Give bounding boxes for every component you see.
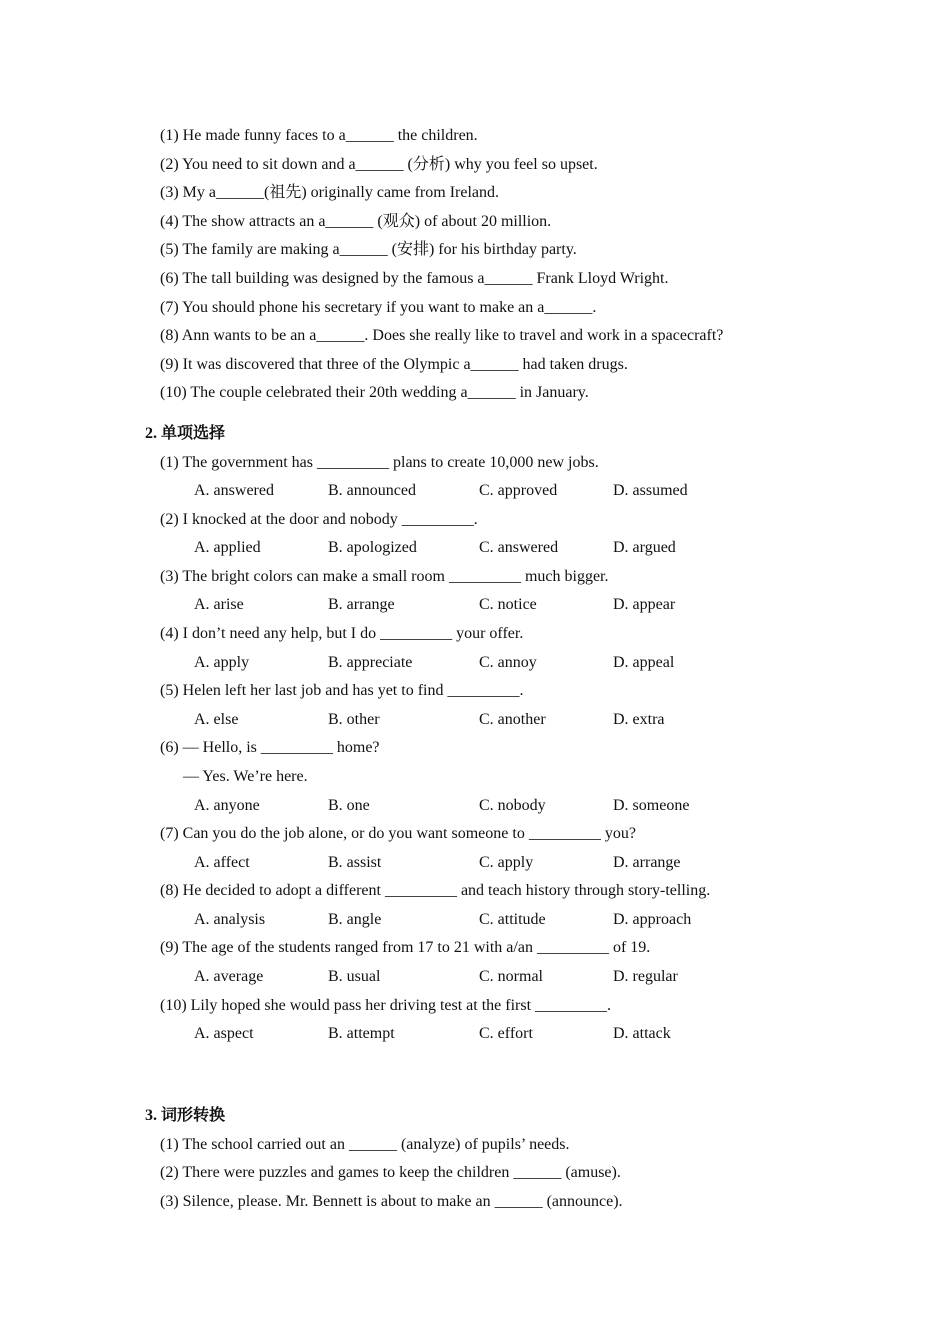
- question-reply: — Yes. We’re here.: [183, 768, 308, 785]
- question-stem: (5) Helen left her last job and has yet to find _________.: [160, 682, 524, 699]
- option-d: D. arrange: [613, 854, 681, 871]
- s1-item: (2) You need to sit down and a______ (分析) why you feel so upset.: [160, 156, 598, 173]
- option-b: B. one: [328, 797, 370, 814]
- s1-item: (8) Ann wants to be an a______. Does she really like to travel and work in a spacecraft?: [160, 327, 724, 344]
- question-stem: (4) I don’t need any help, but I do _________ your offer.: [160, 625, 524, 642]
- s3-item: (1) The school carried out an ______ (analyze) of pupils’ needs.: [160, 1136, 570, 1153]
- question-stem: (7) Can you do the job alone, or do you want someone to _________ you?: [160, 825, 636, 842]
- option-c: C. apply: [479, 854, 534, 871]
- option-c: C. annoy: [479, 654, 537, 671]
- option-a: A. arise: [194, 596, 244, 613]
- question-stem: (6) — Hello, is _________ home?: [160, 739, 380, 756]
- option-d: D. argued: [613, 539, 676, 556]
- option-b: B. angle: [328, 911, 382, 928]
- s1-item: (5) The family are making a______ (安排) for his birthday party.: [160, 241, 577, 258]
- s1-item: (10) The couple celebrated their 20th wedding a______ in January.: [160, 384, 589, 401]
- question-stem: (10) Lily hoped she would pass her driving test at the first _________.: [160, 997, 612, 1014]
- question-stem: (1) The government has _________ plans to create 10,000 new jobs.: [160, 454, 599, 471]
- question-stem: (9) The age of the students ranged from 17 to 21 with a/an _________ of 19.: [160, 939, 651, 956]
- section-3-title: 3. 词形转换: [145, 1107, 226, 1124]
- option-c: C. approved: [479, 482, 558, 499]
- s1-item: (1) He made funny faces to a______ the children.: [160, 127, 478, 144]
- option-c: C. nobody: [479, 797, 546, 814]
- option-b: B. attempt: [328, 1025, 395, 1042]
- option-d: D. regular: [613, 968, 678, 985]
- option-d: D. attack: [613, 1025, 671, 1042]
- option-b: B. usual: [328, 968, 381, 985]
- section-2-title: 2. 单项选择: [145, 425, 226, 442]
- question-stem: (2) I knocked at the door and nobody _________.: [160, 511, 478, 528]
- option-d: D. approach: [613, 911, 692, 928]
- s1-item: (3) My a______(祖先) originally came from Ireland.: [160, 184, 500, 201]
- s1-item: (7) You should phone his secretary if you want to make an a______.: [160, 299, 597, 316]
- question-stem: (8) He decided to adopt a different _________ and teach history through story-telling.: [160, 882, 711, 899]
- option-b: B. arrange: [328, 596, 395, 613]
- s1-item: (6) The tall building was designed by the famous a______ Frank Lloyd Wright.: [160, 270, 669, 287]
- option-a: A. apply: [194, 654, 250, 671]
- option-d: D. appeal: [613, 654, 675, 671]
- option-a: A. anyone: [194, 797, 260, 814]
- option-b: B. apologized: [328, 539, 417, 556]
- option-b: B. assist: [328, 854, 382, 871]
- option-a: A. answered: [194, 482, 274, 499]
- option-c: C. attitude: [479, 911, 546, 928]
- option-c: C. notice: [479, 596, 537, 613]
- s1-item: (9) It was discovered that three of the Olympic a______ had taken drugs.: [160, 356, 628, 373]
- option-a: A. analysis: [194, 911, 266, 928]
- option-d: D. appear: [613, 596, 676, 613]
- option-c: C. another: [479, 711, 546, 728]
- option-a: A. affect: [194, 854, 250, 871]
- option-b: B. announced: [328, 482, 416, 499]
- option-c: C. answered: [479, 539, 559, 556]
- option-d: D. assumed: [613, 482, 688, 499]
- option-a: A. average: [194, 968, 264, 985]
- s3-item: (3) Silence, please. Mr. Bennett is about to make an ______ (announce).: [160, 1193, 623, 1210]
- s3-item: (2) There were puzzles and games to keep the children ______ (amuse).: [160, 1164, 621, 1181]
- option-d: D. extra: [613, 711, 665, 728]
- option-c: C. effort: [479, 1025, 533, 1042]
- option-d: D. someone: [613, 797, 690, 814]
- s1-item: (4) The show attracts an a______ (观众) of about 20 million.: [160, 213, 552, 230]
- option-a: A. else: [194, 711, 239, 728]
- option-c: C. normal: [479, 968, 543, 985]
- option-a: A. aspect: [194, 1025, 254, 1042]
- question-stem: (3) The bright colors can make a small room _________ much bigger.: [160, 568, 609, 585]
- option-a: A. applied: [194, 539, 261, 556]
- option-b: B. appreciate: [328, 654, 413, 671]
- option-b: B. other: [328, 711, 380, 728]
